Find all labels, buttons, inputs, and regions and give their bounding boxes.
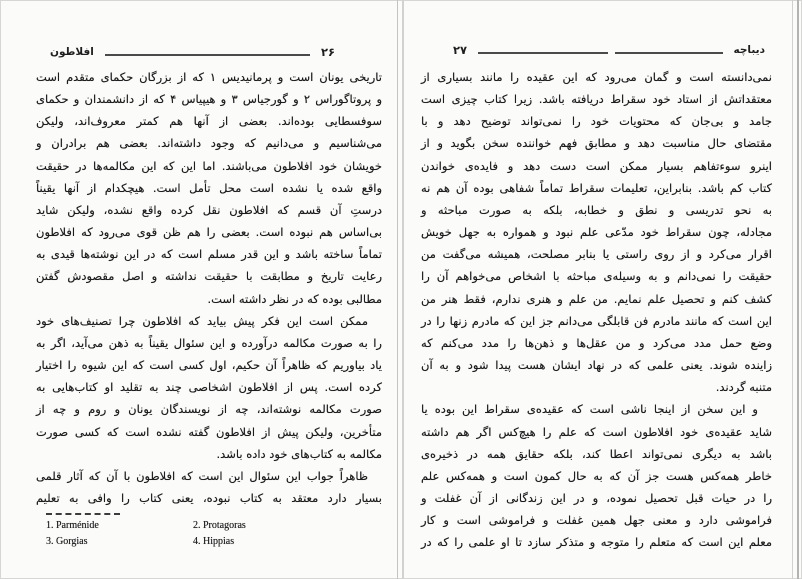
header-rule-right xyxy=(478,52,722,54)
footnote-item: 1. Parménide xyxy=(46,520,99,531)
page-edge-line xyxy=(797,0,799,579)
text-line: درستِ آن قسم که افلاطون نقل کرده واقع نشده، ولیکن شاید xyxy=(36,202,382,217)
text-line: زاینده شوند. یعنی علمی که در نهاد ایشان هست پیدا شود و به آن xyxy=(421,358,772,373)
text-line: به نحو تدریسی و نطق و خطابه، بلکه به صورت مباحثه و xyxy=(421,202,772,217)
page-left-header xyxy=(50,45,335,59)
text-line: تماماً ساخته باشد و این قدر مسلم است که در این نوشته‌ها قیدی به xyxy=(36,247,382,262)
text-line: مجادله، چون سقراط خود مدّعی علم نبود و همواره به جهل خویش xyxy=(421,225,772,240)
text-line: نمی‌دانسته است و گمان می‌رود که این عقیده را مانند بسیاری از xyxy=(421,70,772,84)
page-gutter-line xyxy=(402,0,404,579)
text-line: تاریخی یونان است و پرمانیدیس ۱ که از بزرگان حکمای متقدم است xyxy=(36,70,382,84)
text-line: شاید عقیده‌ی خود افلاطون است که علم را هیچ‌کس اگر هم داشته xyxy=(421,424,772,439)
text-line: صورت مکالمه نوشته‌اند، چه از نویسندگان یونان و روم و چه از xyxy=(36,402,382,417)
text-line: مقتضای حال مناسبت دهد و مطابق فهم خواننده سخن بگوید و از xyxy=(421,136,772,151)
text-line: و پروتاگوراس ۲ و گورجیاس ۳ و هیپیاس ۴ که از دانشمندان و حکمای xyxy=(36,92,382,107)
page-edge-line xyxy=(792,0,793,579)
text-line: مکالمه به کتاب‌های خود داده باشد. xyxy=(216,446,382,461)
text-line: واقع شده یا نشده است محل تأمل است. هیچکدام از آنها یقیناً xyxy=(36,180,382,195)
text-line: رعایت تاریخ و مطابقت با حقیقت نداشته و اصل مقصودش گفتن xyxy=(36,269,382,284)
text-line: و این سخن از اینجا ناشی است که عقیده‌ی سقراط این بوده یا xyxy=(421,402,758,417)
text-line: این است که مانند مادرم فن قابلگی می‌دانم جز این که مادرم زنها را در xyxy=(421,313,772,328)
text-line: را به صورت مکالمه درآورده و این سئوال یقیناً به ذهن می‌آید، اگر به xyxy=(36,335,382,350)
text-line: باشد به دیگری نمی‌تواند اعطا کند، بلکه حقایق همه در ذخیره‌ی xyxy=(421,446,772,461)
text-line: ممکن است این فکر پیش بیاید که افلاطون چرا تصنیف‌های خود xyxy=(36,313,368,328)
running-title-left: افلاطون xyxy=(50,46,94,58)
text-line: متنبه گردند. xyxy=(715,380,772,395)
header-rule-left xyxy=(105,54,310,56)
text-line: سوفسطایی بوده‌اند. بعضی از آنها هم کمتر معروف‌اند، ولیکن xyxy=(36,114,382,129)
text-line: کرده است. پس از افلاطون اشخاصی چند به تقلید او کتاب‌هایی به xyxy=(36,380,382,395)
text-line: اینرو سوءتفاهم بسیار ممکن است دست دهد و فایده‌ی خواندن xyxy=(421,158,772,173)
text-line: جامد و بی‌جان که محتویات خود را نمی‌تواند توضیح دهد و با xyxy=(421,114,772,129)
text-line: را در حیات قبل تحصیل نموده، و در این زندگانی از آن غفلت و xyxy=(421,490,772,505)
text-line: بسیار دارد معتقد به کتاب نبوده، یعنی کتاب را وافی به تعلیم xyxy=(36,490,382,505)
footnotes xyxy=(46,520,356,547)
text-line: حقیقت را نمی‌دانم و به وسیله‌ی مباحثه با اشخاص می‌خواهم آن را xyxy=(421,269,772,284)
text-line: کشف کنم و تحصیل علم نمایم. من علم و هنری ندارم، فقط هنر من xyxy=(421,291,772,306)
text-line: می‌شناسیم و می‌دانیم که وجود داشته‌اند. بعضی هم برادران و xyxy=(36,136,382,151)
text-line: مطالبی بوده که در نظر داشته است. xyxy=(207,291,382,306)
page-right-header xyxy=(453,43,765,57)
text-line: معلم این است که متعلم را متوجه و متذکر سازد تا او علمی را که در xyxy=(421,535,772,550)
footnote-separator xyxy=(46,513,120,515)
text-line: فراموشی دارد و معنی جهل همین غفلت و فراموشی است و کار xyxy=(421,513,772,528)
text-line: اقرار می‌کرد و از روی راستی یا بنابر مصلحت، همیشه می‌گفت من xyxy=(421,247,772,262)
footnote-item: 3. Gorgias xyxy=(46,536,88,547)
text-line: وضع حمل مدد می‌کرد و من عقل‌ها و ذهن‌ها را مدد می‌کنم که xyxy=(421,335,772,350)
text-line: یاد بیاوریم که ظاهراً آن حکیم، اول کسی است که این شیوه را اختیار xyxy=(36,358,382,373)
page-left-text xyxy=(36,66,382,509)
text-line: کتاب کم باشد. بنابراین، تعلیمات سقراط تماماً شفاهی بوده آن هم نه xyxy=(421,180,772,195)
text-line: خویشان خود افلاطون می‌باشند. اما این که این مکالمه‌ها در حقیقت xyxy=(36,158,382,173)
footnote-item: 4. Hippias xyxy=(193,536,235,547)
page-number-left: ۲۶ xyxy=(320,45,335,59)
text-line: بی‌اساس هم نبوده است. بعضی را هم ظن قوی می‌رود که افلاطون xyxy=(36,225,382,240)
text-line: خاطر همه‌کس هست جز آن که به حال کمون است و همه‌کس علم xyxy=(421,468,772,483)
running-title-right: دیباچه xyxy=(733,44,765,56)
footnote-item: 2. Protagoras xyxy=(193,520,246,531)
page-gutter-line xyxy=(397,0,398,579)
text-line: ظاهراً جواب این سئوال این است که افلاطون با آن که آثار قلمی xyxy=(36,468,368,483)
page-number-right: ۲۷ xyxy=(453,43,468,57)
text-line: معتقداتش از استاد خود سقراط دریافته باشد. زیرا کتاب چیزی است xyxy=(421,92,772,107)
page-right-text xyxy=(421,66,772,553)
text-line: متأخرین، ولیکن پیش از افلاطون گفته نشده است که کسی صورت xyxy=(36,424,382,439)
